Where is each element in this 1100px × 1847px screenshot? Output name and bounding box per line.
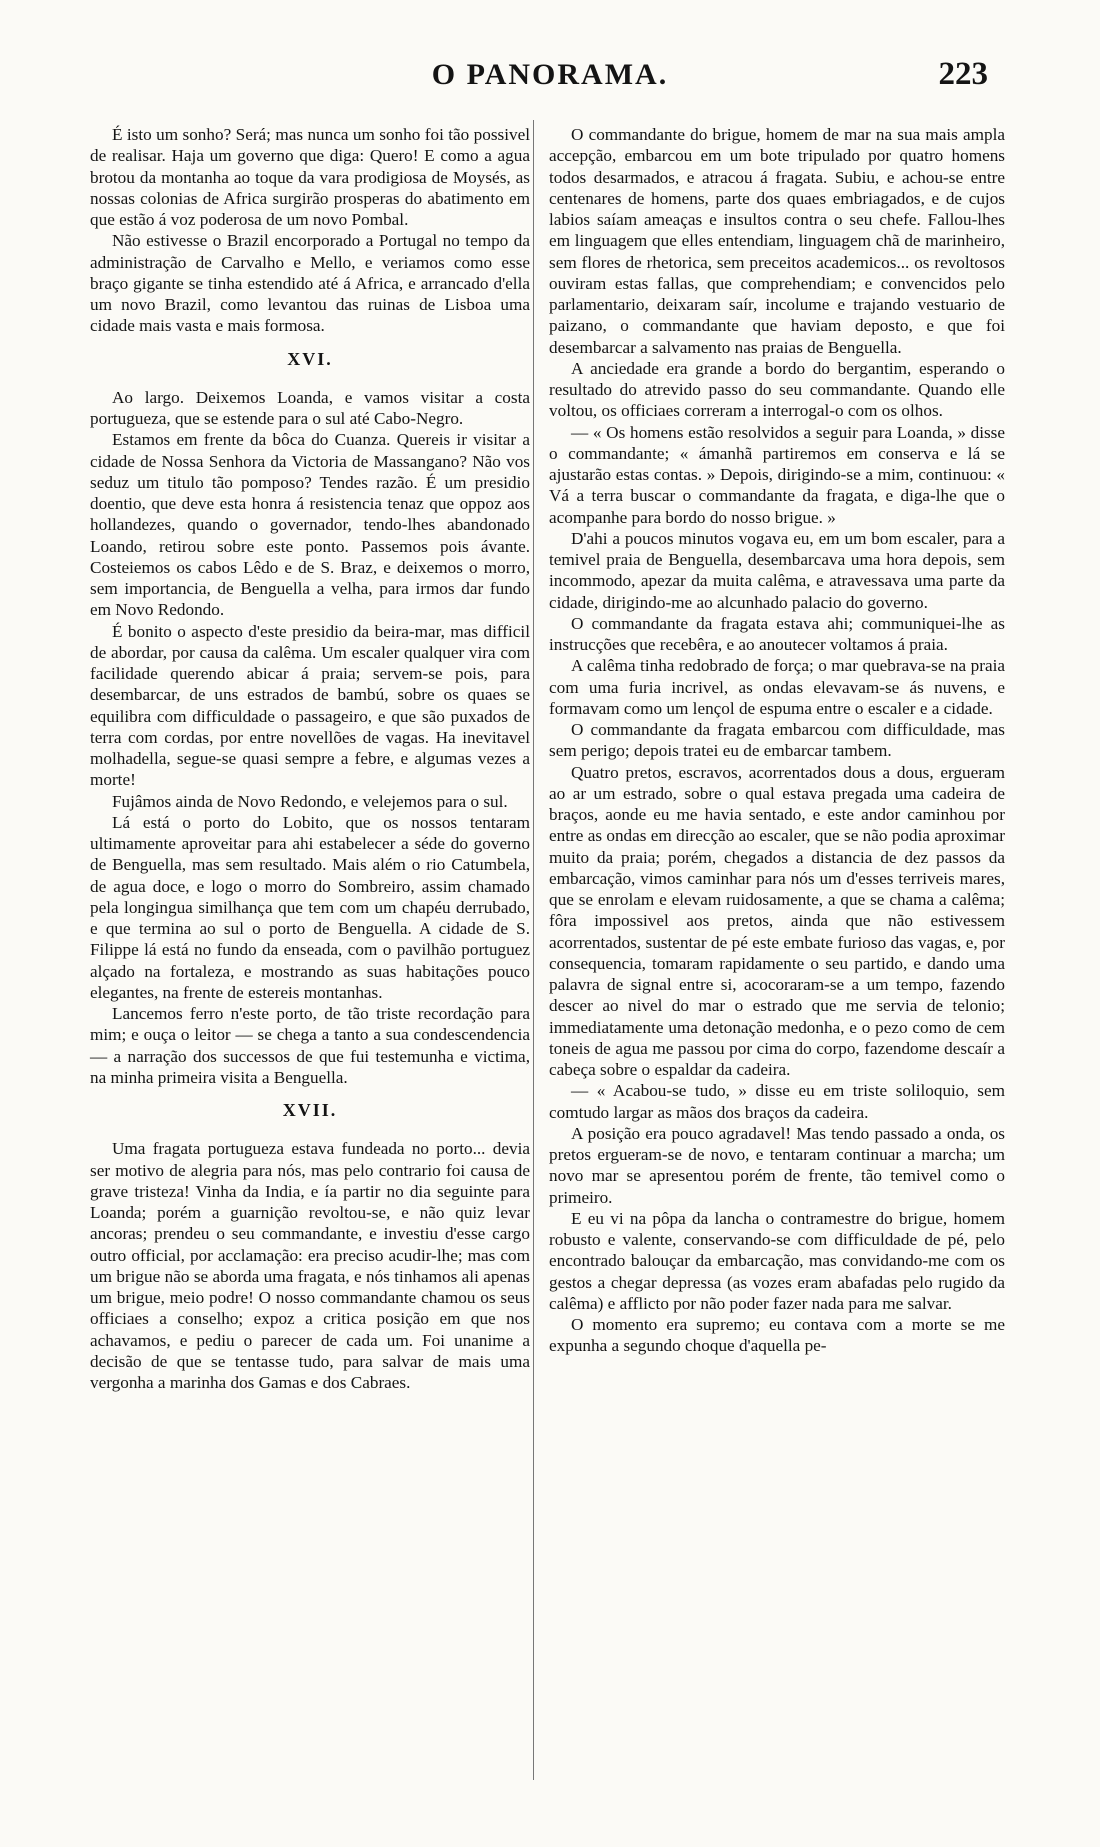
paragraph: É bonito o aspecto d'este presidio da beira-mar, mas difficil de abordar, por causa da calêma. Um escaler qualquer vira com facilidade querendo abicar á praia; servem-se pois, para desembarcar, de uns estrados de bambú, sobre os quaes se equilibra com difficuldade o passageiro, e que são puxados de terra com cordas, por entre novellões de vagas. Ha inevitavel molhadella, segue-se quasi sempre a febre, e algumas vezes a morte!: [90, 621, 530, 790]
section-heading-xvii: XVII.: [282, 1100, 338, 1120]
paragraph: É isto um sonho? Será; mas nunca um sonho foi tão possivel de realisar. Haja um governo que diga: Quero! E como a agua brotou da montanha ao toque da vara prodigiosa de Moysés, as nossas colonias de Africa surgirão prosperas do abatimento em que estão á voz poderosa de um novo Pombal.: [90, 125, 530, 229]
journal-title: O PANORAMA.: [431, 58, 669, 91]
left-column: [90, 124, 530, 1393]
paragraph: D'ahi a poucos minutos vogava eu, em um bom escaler, para a temivel praia de Benguella, desembarcava uma hora depois, sem incommodo, apezar da muita calêma, e atravessava uma parte da cidade, dirigindo-me ao alcunhado palacio do governo.: [549, 528, 1005, 612]
paragraph: Ao largo. Deixemos Loanda, e vamos visitar a costa portugueza, que se estende para o sul até Cabo-Negro.: [90, 387, 530, 428]
paragraph: Lancemos ferro n'este porto, de tão triste recordação para mim; e ouça o leitor — se chega a tanto a sua condescendencia — a narração dos successos de que fui testemunha e victima, na minha primeira visita a Benguella.: [90, 1004, 530, 1087]
paragraph: Quatro pretos, escravos, acorrentados dous a dous, ergueram ao ar um estrado, sobre o qual estava pregada uma cadeira de braços, aonde eu me havia sentado, e este andor caminhou por entre as ondas em direcção ao escaler, que se não podia aproximar muito da praia; porém, chegados a distancia de dez passos da embarcação, vimos caminhar para nós um d'esses terriveis mares, que se enrolam e elevam ruidosamente, a que se chama a calêma; fôra impossivel aos pretos, ainda que não estivessem acorrentados, sustentar de pé este embate furioso das vagas, e, por consequencia, tomaram rapidamente o seu partido, e dando uma palavra de signal entre si, acocoraram-se a um tempo, fazendo descer ao nivel do mar o estrado que me servia de telonio; immediatamente uma detonação medonha, e o pezo como de cem toneis de agua me passou por cima do corpo, fazendome descaír a cabeça sobre o espaldar da cadeira.: [549, 762, 1005, 1079]
page-number: 223: [938, 56, 988, 92]
page-header: [0, 58, 1100, 98]
paragraph: O momento era supremo; eu contava com a morte se me expunha a segundo choque d'aquella pe-: [549, 1315, 1005, 1356]
column-divider: [533, 120, 534, 1780]
paragraph: O commandante do brigue, homem de mar na sua mais ampla accepção, embarcou em um bote tripulado por quatro homens todos desarmados, e atracou á fragata. Subiu, e achou-se entre centenares de homens, parte dos quaes embriagados, e de cujos labios saíam ameaças e insultos contra o seu chefe. Fallou-lhes em linguagem que elles entendiam, linguagem chã de marinheiro, sem flores de rhetorica, sem preceitos academicos... os revoltosos ouviram estas fallas, que comprehendiam; e convencidos pelo parlamentario, deixaram saír, incolume e trajando vestuario de paizano, o commandante que haviam deposto, e que foi desembarcar a salvamento nas praias de Benguella.: [549, 125, 1005, 357]
paragraph: — « Acabou-se tudo, » disse eu em triste soliloquio, sem comtudo largar as mãos dos braços da cadeira.: [549, 1081, 1005, 1122]
section-heading-xvi: XVI.: [287, 348, 333, 369]
paragraph: Fujâmos ainda de Novo Redondo, e velejemos para o sul.: [112, 791, 508, 811]
paragraph: Uma fragata portugueza estava fundeada no porto... devia ser motivo de alegria para nós, mas pelo contrario foi causa de grave tristeza! Vinha da India, e ía partir no dia seguinte para Loanda; porém a guarnição revoltou-se, e não quiz levar ancoras; prendeu o seu commandante, e investiu d'esse cargo outro official, por acclamação: era preciso acudir-lhe; mas com um brigue não se aborda uma fragata, e nós tinhamos ali apenas um brigue, meio podre! O nosso commandante chamou os seus officiaes a conselho; expoz a critica posição em que nos achavamos, e pediu o parecer de cada um. Foi unanime a decisão de que se tentasse tudo, para salvar de mais uma vergonha a marinha dos Gamas e dos Cabraes.: [90, 1139, 530, 1392]
paragraph: A calêma tinha redobrado de força; o mar quebrava-se na praia com uma furia incrivel, as ondas elevavam-se ás nuvens, e formavam como um lençol de espuma entre o escaler e a cidade.: [549, 656, 1005, 718]
paragraph: A anciedade era grande a bordo do bergantim, esperando o resultado do atrevido passo do seu commandante. Quando elle voltou, os officiaes correram a interrogal-o com os olhos.: [549, 358, 1005, 421]
paragraph: Não estivesse o Brazil encorporado a Portugal no tempo da administração de Carvalho e Mello, e veriamos como esse braço gigante se tinha estendido até á Africa, e arrancado d'ella um novo Brazil, como levantou das ruinas de Lisboa uma cidade mais vasta e mais formosa.: [90, 231, 530, 336]
paragraph: — « Os homens estão resolvidos a seguir para Loanda, » disse o commandante; « ámanhã partiremos em conserva e lá se ajustarão estas contas. » Depois, dirigindo-se a mim, continuou: « Vá a terra buscar o commandante da fragata, e diga-lhe que o acompanhe para bordo do nosso brigue. »: [549, 422, 1005, 527]
right-column: [549, 124, 1005, 1357]
paragraph: Lá está o porto do Lobito, que os nossos tentaram ultimamente aproveitar para ahi estabelecer a séde do governo de Benguella, mas sem resultado. Mais além o rio Catumbela, de agua doce, e logo o morro do Sombreiro, assim chamado pela longingua similhança que tem com um chapéu derrubado, e que termina ao sul o porto de Benguella. A cidade de S. Filippe lá está no fundo da enseada, com o pavilhão portuguez alçado na fortaleza, e mostrando as suas habitações pouco elegantes, na frente de estereis montanhas.: [90, 812, 530, 1002]
paragraph: O commandante da fragata estava ahi; communiquei-lhe as instrucções que recebêra, e ao anoutecer voltamos á praia.: [549, 613, 1005, 654]
paragraph: A posição era pouco agradavel! Mas tendo passado a onda, os pretos ergueram-se de novo, e tentaram continuar a marcha; um novo mar se apresentou porém de frente, tão temivel como o primeiro.: [549, 1123, 1005, 1207]
paragraph: Estamos em frente da bôca do Cuanza. Quereis ir visitar a cidade de Nossa Senhora da Victoria de Massangano? Não vos seduz um titulo tão pomposo? Tendes razão. É um presidio doentio, que deve esta honra á resistencia tenaz que oppoz aos hollandezes, quando o governador, tendo-lhes abandonado Loando, retirou sobre este ponto. Passemos pois ávante. Costeiemos os cabos Lêdo e de S. Braz, e deixemos o morro, sem importancia, de Benguella a velha, para irmos dar fundo em Novo Redondo.: [90, 430, 530, 620]
paragraph: E eu vi na pôpa da lancha o contramestre do brigue, homem robusto e valente, conservando-se com difficuldade de pé, pelo encontrado balouçar da embarcação, mas convidando-me com os gestos a chegar depressa (as vozes eram abafadas pelo rugido da calêma) e afflicto por não poder fazer nada para me salvar.: [549, 1208, 1005, 1313]
paragraph: O commandante da fragata embarcou com difficuldade, mas sem perigo; depois tratei eu de embarcar tambem.: [549, 720, 1005, 761]
